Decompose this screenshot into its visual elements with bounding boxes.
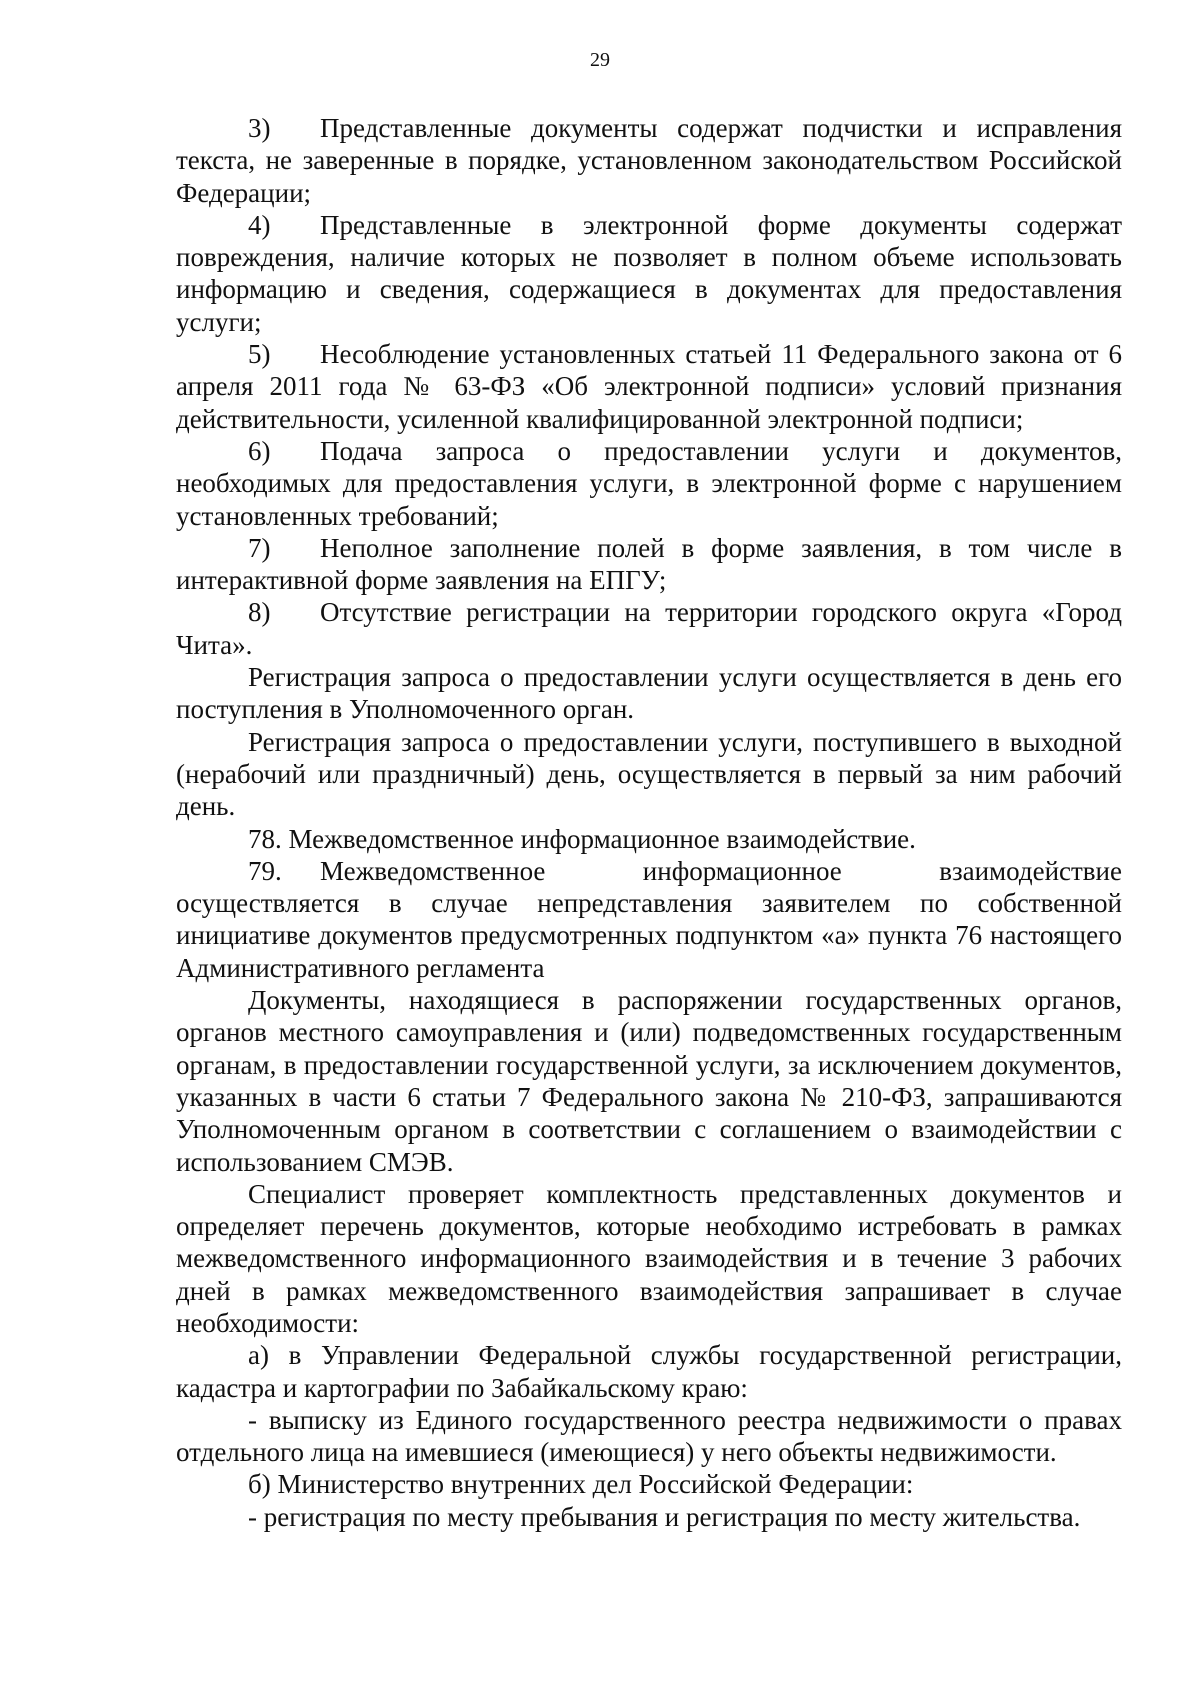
list-item-text: Представленные документы содержат подчистки и исправления текста, не заверенные в порядке, установленном законодательством Российской Федерации; xyxy=(176,113,1122,208)
list-item-text: Подача запроса о предоставлении услуги и документов, необходимых для предоставления услуги, в электронной форме с нарушением установленных требований; xyxy=(176,435,1122,531)
page-number: 29 xyxy=(590,49,610,71)
paragraph-subitem-a: а) в Управлении Федеральной службы государственной регистрации, кадастра и картографии по Забайкальскому краю: xyxy=(176,1340,1122,1403)
list-item-5 xyxy=(176,338,1122,435)
list-item-4 xyxy=(176,209,1122,338)
paragraph-specialist: Специалист проверяет комплектность представленных документов и определяет перечень документов, которые необходимо истребовать в рамках межведомственного информационного взаимодействия и в течение 3 рабочих дней в рамках межведомственного взаимодействия запрашивает в случае необходимости: xyxy=(176,1178,1122,1338)
list-item-6 xyxy=(176,435,1122,532)
paragraph-number: 79. xyxy=(248,855,282,886)
list-item-text: Отсутствие регистрации на территории городского округа «Город Чита». xyxy=(176,597,1122,660)
list-item-number: 5) xyxy=(248,339,271,370)
list-item-text: Неполное заполнение полей в форме заявления, в том числе в интерактивной форме заявления на ЕПГУ; xyxy=(176,532,1122,596)
paragraph-subitem-a-detail: - выписку из Единого государственного реестра недвижимости о правах отдельного лица на имевшиеся (имеющиеся) у него объекты недвижимости. xyxy=(176,1404,1122,1468)
paragraph-subitem-b-detail: - регистрация по месту пребывания и регистрация по месту жительства. xyxy=(248,1501,1081,1532)
paragraph-79 xyxy=(176,855,1122,984)
paragraph-text: Межведомственное информационное взаимодействие осуществляется в случае непредставления заявителем по собственной инициативе документов предусмотренных подпунктом «а» пункта 76 настоящего Административного регламента xyxy=(176,855,1122,983)
document-body xyxy=(176,112,1122,1533)
list-item-text: Представленные в электронной форме документы содержат повреждения, наличие которых не позволяет в полном объеме использовать информацию и сведения, содержащиеся в документах для предоставления услуги; xyxy=(176,209,1122,337)
list-item-3 xyxy=(176,112,1122,209)
list-item-8 xyxy=(176,596,1122,661)
list-item-number: 8) xyxy=(248,597,271,628)
list-item-text: Несоблюдение установленных статьей 11 Федерального закона от 6 апреля 2011 года № 63-ФЗ «Об электронной подписи» условий признания действительности, усиленной квалифицированной электронной подписи; xyxy=(176,339,1122,434)
list-item-number: 3) xyxy=(248,113,271,143)
list-item-7 xyxy=(176,532,1122,597)
section-heading-78: 78. Межведомственное информационное взаимодействие. xyxy=(248,823,916,854)
list-item-number: 7) xyxy=(248,532,271,563)
paragraph-registration-holiday: Регистрация запроса о предоставлении услуги, поступившего в выходной (нерабочий или праздничный) день, осуществляется в первый за ним рабочий день. xyxy=(176,726,1122,822)
list-item-number: 4) xyxy=(248,209,271,240)
paragraph-subitem-b: б) Министерство внутренних дел Российской Федерации: xyxy=(248,1469,914,1500)
paragraph-documents: Документы, находящиеся в распоряжении государственных органов, органов местного самоуправления и (или) подведомственных государственным органам, в предоставлении государственной услуги, за исключением документов, указанных в части 6 статьи 7 Федерального закона № 210-ФЗ, запрашиваются Уполномоченным органом в соответствии с соглашением о взаимодействии с использованием СМЭВ. xyxy=(176,985,1122,1177)
paragraph-registration-day: Регистрация запроса о предоставлении услуги осуществляется в день его поступления в Уполномоченного орган. xyxy=(176,662,1122,725)
list-item-number: 6) xyxy=(248,435,271,466)
